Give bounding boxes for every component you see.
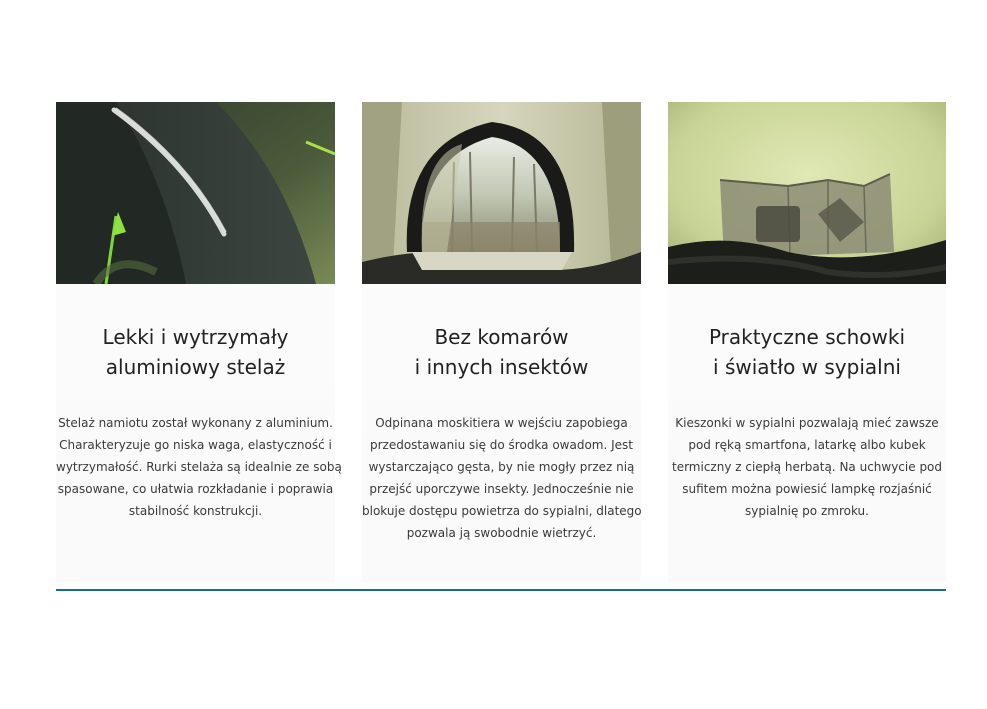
section-divider bbox=[56, 589, 946, 591]
feature-card-pockets bbox=[668, 102, 946, 582]
feature-desc-line: przedostawaniu się do środka owadom. Jest bbox=[369, 438, 634, 452]
feature-desc-line: Kieszonki w sypialni pozwalają mieć zawsze bbox=[675, 416, 939, 430]
tent-pockets-image bbox=[668, 102, 946, 284]
feature-description bbox=[362, 412, 641, 544]
feature-title-line: Bez komarów bbox=[434, 325, 569, 349]
feature-desc-line: sypialnię po zmroku. bbox=[745, 504, 869, 518]
feature-title bbox=[56, 322, 335, 382]
feature-desc-line: Odpinana moskitiera w wejściu zapobiega bbox=[375, 416, 628, 430]
tent-entrance-image bbox=[362, 102, 641, 284]
features-section bbox=[56, 102, 946, 582]
feature-desc-line: sufitem można powiesić lampkę rozjaśnić bbox=[682, 482, 932, 496]
feature-desc-line: blokuje dostępu powietrza do sypialni, dlatego bbox=[362, 504, 642, 518]
feature-desc-line: spasowane, co ułatwia rozkładanie i poprawia bbox=[57, 482, 334, 496]
feature-description bbox=[56, 412, 342, 522]
feature-title bbox=[362, 322, 641, 382]
tent-frame-image bbox=[56, 102, 335, 284]
feature-title-line: i innych insektów bbox=[414, 355, 589, 379]
feature-description bbox=[668, 412, 946, 522]
feature-desc-line: przejść uporczywe insekty. Jednocześnie nie bbox=[369, 482, 634, 496]
feature-desc-line: Stelaż namiotu został wykonany z aluminium. bbox=[58, 416, 333, 430]
tent-frame-photo bbox=[56, 102, 335, 284]
feature-desc-line: pod ręką smartfona, latarkę albo kubek bbox=[688, 438, 926, 452]
feature-title-line: i światło w sypialni bbox=[713, 355, 901, 379]
tent-entrance-photo bbox=[362, 102, 641, 284]
feature-desc-line: pozwala ją swobodnie wietrzyć. bbox=[406, 526, 597, 540]
feature-title-line: Praktyczne schowki bbox=[708, 325, 906, 349]
feature-desc-line: wytrzymałość. Rurki stelaża są idealnie ze sobą bbox=[56, 460, 342, 474]
feature-title-line: aluminiowy stelaż bbox=[105, 355, 286, 379]
tent-pockets-photo bbox=[668, 102, 946, 284]
feature-title bbox=[668, 322, 946, 382]
feature-desc-line: wystarczająco gęsta, by nie mogły przez nią bbox=[368, 460, 635, 474]
feature-desc-line: stabilność konstrukcji. bbox=[128, 504, 263, 518]
feature-desc-line: Charakteryzuje go niska waga, elastyczność i bbox=[59, 438, 332, 452]
feature-card-mosquito-net bbox=[362, 102, 641, 582]
feature-desc-line: termiczny z ciepłą herbatą. Na uchwycie pod bbox=[671, 460, 943, 474]
feature-card-frame bbox=[56, 102, 342, 582]
feature-title-line: Lekki i wytrzymały bbox=[102, 325, 289, 349]
